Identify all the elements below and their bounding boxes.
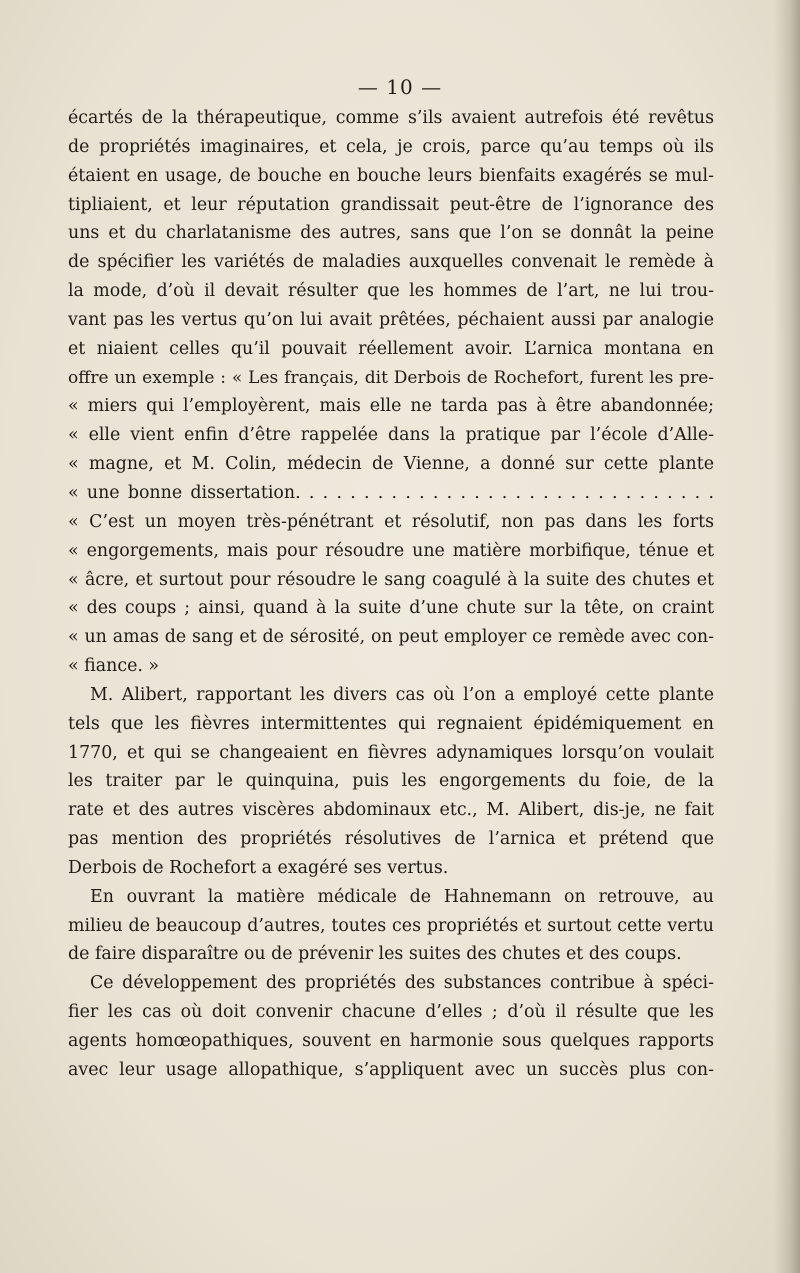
text-line: « magne, et M. Colin, médecin de Vienne, a donné sur cette plante [68,454,714,475]
text-line: offre un exemple : « Les français, dit Derbois de Rochefort, furent les pre- [68,367,714,388]
text-line: « miers qui l’employèrent, mais elle ne tarda pas à être abandonnée; [68,396,714,417]
text-line: les traiter par le quinquina, puis les engorgements du foie, de la [68,771,714,792]
text-line: « engorgements, mais pour résoudre une matière morbifique, ténue et [68,540,714,561]
text-line: En ouvrant la matière médicale de Hahnemann on retrouve, au [90,886,714,907]
text-line: « un amas de sang et de sérosité, on peut employer ce remède avec con- [68,627,714,648]
text-line: « âcre, et surtout pour résoudre le sang coagulé à la suite des chutes et [68,569,714,590]
text-line: Derbois de Rochefort a exagéré ses vertus. [68,857,449,878]
text-line: « elle vient enfin d’être rappelée dans la pratique par l’école d’Alle- [68,425,714,446]
text-line: milieu de beaucoup d’autres, toutes ces propriétés et surtout cette vertu [68,915,714,936]
text-line: M. Alibert, rapportant les divers cas où l’on a employé cette plante [90,684,714,705]
text-line: « fiance. » [68,656,160,677]
text-line: tels que les fièvres intermittentes qui regnaient épidémiquement en [68,713,714,734]
text-line: 1770, et qui se changeaient en fièvres adynamiques lorsqu’on voulait [68,742,714,763]
text-line: Ce développement des propriétés des substances contribue à spéci- [90,973,714,994]
text-line: écartés de la thérapeutique, comme s’ils avaient autrefois été revêtus [68,108,714,128]
text-line: tipliaient, et leur réputation grandissait peut-être de l’ignorance des [68,194,714,215]
text-line: vant pas les vertus qu’on lui avait prêtées, péchaient aussi par analogie [68,309,714,330]
text-line: de spécifier les variétés de maladies auxquelles convenait le remède à [68,252,714,273]
text-line: et niaient celles qu’il pouvait réellement avoir. L’arnica montana en [68,338,714,359]
text-line: agents homœopathiques, souvent en harmonie sous quelques rapports [68,1031,714,1051]
text-line: avec leur usage allopathique, s’appliquent avec un succès plus con- [68,1059,714,1080]
text-line: fier les cas où doit convenir chacune d’elles ; d’où il résulte que les [68,1002,714,1023]
text-line: « une bonne dissertation. . . . . . . . . . . . . . . . . . . . . . . . . . . . . . . [68,482,714,503]
text-line: « C’est un moyen très-pénétrant et résolutif, non pas dans les forts [68,511,714,532]
binding-shadow [774,0,800,1273]
text-line: rate et des autres viscères abdominaux etc., M. Alibert, dis-je, ne fait [68,800,714,821]
text-line: la mode, d’où il devait résulter que les hommes de l’art, ne lui trou- [68,281,714,302]
text-line: uns et du charlatanisme des autres, sans que l’on se donnât la peine [68,223,714,244]
body-text [68,104,714,1085]
text-line: pas mention des propriétés résolutives de l’arnica et prétend que [68,829,714,850]
text-line: de faire disparaître ou de prévenir les suites des chutes et des coups. [68,944,682,965]
page-number: — 10 — [357,75,443,99]
text-line: « des coups ; ainsi, quand à la suite d’une chute sur la tête, on craint [68,598,714,619]
text-line: étaient en usage, de bouche en bouche leurs bienfaits exagérés se mul- [68,165,714,186]
text-line: de propriétés imaginaires, et cela, je crois, parce qu’au temps où ils [68,136,714,157]
